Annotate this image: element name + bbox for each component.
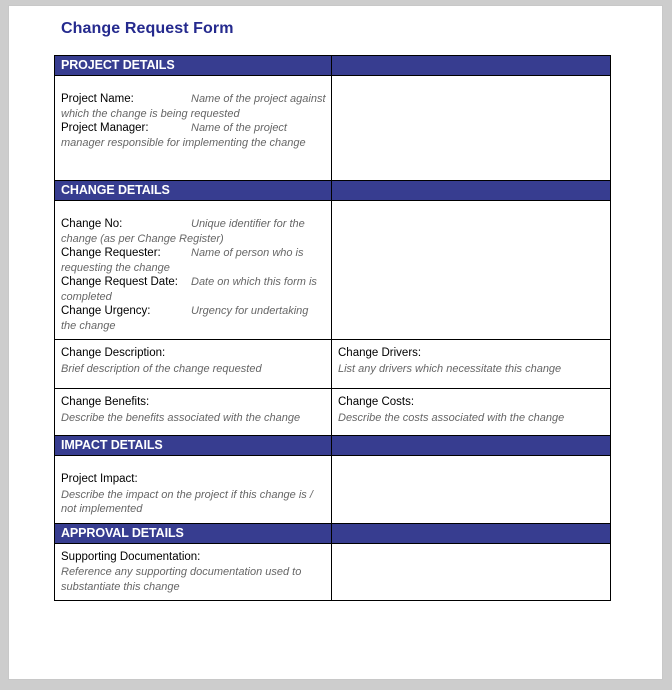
field-hint-project-name: Name of the project against which the change is being requested: [61, 93, 326, 120]
field-hint-change-no: Unique identifier for the change (as per Change Register): [61, 218, 305, 245]
section-header-row-approval-details: [55, 523, 611, 543]
section-title-impact-details: IMPACT DETAILS: [61, 438, 163, 452]
section-header-cell-impact-details: [55, 436, 332, 456]
answer-cell-project-details[interactable]: [332, 76, 611, 181]
section-title-project-details: PROJECT DETAILS: [61, 58, 175, 72]
content-row-change-details: [55, 201, 611, 340]
field-change-request-date: [61, 275, 326, 304]
field-cell-change-costs[interactable]: [332, 389, 611, 436]
section-header-row-change-details: [55, 181, 611, 201]
field-change-requester: [61, 246, 326, 275]
field-hint-project-impact: Describe the impact on the project if this change is / not implemented: [61, 488, 313, 515]
paired-row-description-drivers: [55, 340, 611, 389]
section-title-spacer-change-details: [332, 181, 610, 200]
field-hint-change-request-date: Date on which this form is completed: [61, 276, 317, 303]
section-header-cell-impact-details-right: [332, 436, 611, 456]
field-label-change-requester: Change Requester:: [61, 247, 161, 259]
field-cell-supporting-documentation[interactable]: [55, 543, 332, 601]
field-hint-change-description: Brief description of the change requested: [61, 362, 262, 375]
field-group-project-impact: [55, 456, 331, 523]
field-hint-supporting-documentation: Reference any supporting documentation used to substantiate this change: [61, 566, 302, 593]
field-group-change-benefits: [55, 389, 331, 431]
field-label-change-no: Change No:: [61, 218, 123, 230]
field-label-project-name: Project Name:: [61, 93, 134, 105]
field-cell-change-description[interactable]: [55, 340, 332, 389]
content-row-project-details: [55, 76, 611, 181]
field-group-change-description: [55, 340, 331, 382]
section-header-row-project-details: [55, 56, 611, 76]
field-cell-project-details[interactable]: [55, 76, 332, 181]
field-label-project-manager: Project Manager:: [61, 122, 149, 134]
field-hint-change-benefits: Describe the benefits associated with the change: [61, 411, 301, 424]
section-header-cell-approval-details: [55, 523, 332, 543]
field-label-change-request-date: Change Request Date:: [61, 276, 178, 288]
field-project-manager: [61, 121, 326, 150]
section-title-approval-details: APPROVAL DETAILS: [61, 525, 184, 540]
page-title: Change Request Form: [61, 20, 234, 37]
field-label-change-costs: Change Costs:: [338, 396, 415, 408]
section-header-cell-approval-details-right: [332, 523, 611, 543]
field-label-change-urgency: Change Urgency:: [61, 305, 151, 317]
section-title-spacer-approval-details: [332, 524, 610, 543]
field-cell-change-details[interactable]: [55, 201, 332, 340]
field-cell-project-impact[interactable]: [55, 456, 332, 524]
change-request-form-table: [54, 55, 611, 601]
field-hint-change-drivers: List any drivers which necessitate this change: [338, 362, 562, 375]
field-change-no: [61, 217, 326, 246]
answer-cell-impact-details[interactable]: [332, 456, 611, 524]
field-hint-change-costs: Describe the costs associated with the change: [338, 411, 565, 424]
field-cell-change-benefits[interactable]: [55, 389, 332, 436]
field-group-change-details: [55, 201, 331, 339]
field-group-supporting-documentation: [55, 544, 331, 601]
field-label-change-description: Change Description:: [61, 347, 166, 359]
answer-cell-approval-details[interactable]: [332, 543, 611, 601]
field-hint-project-manager: Name of the project manager responsible for implementing the change: [61, 122, 306, 149]
section-header-row-impact-details: [55, 436, 611, 456]
field-project-name: [61, 92, 326, 121]
content-row-approval-details: [55, 543, 611, 601]
field-label-change-benefits: Change Benefits:: [61, 396, 150, 408]
section-title-spacer-project-details: [332, 56, 610, 75]
field-label-change-drivers: Change Drivers:: [338, 347, 422, 359]
paired-row-benefits-costs: [55, 389, 611, 436]
field-label-project-impact: Project Impact:: [61, 473, 138, 485]
section-header-cell-change-details-right: [332, 181, 611, 201]
section-header-cell-project-details-right: [332, 56, 611, 76]
field-group-change-drivers: [332, 340, 610, 382]
field-label-supporting-documentation: Supporting Documentation:: [61, 550, 201, 563]
field-hint-change-urgency: Urgency for undertaking the change: [61, 305, 309, 332]
field-group-change-costs: [332, 389, 610, 431]
content-row-impact-details: [55, 456, 611, 524]
field-hint-change-requester: Name of person who is requesting the change: [61, 247, 304, 274]
section-title-change-details: CHANGE DETAILS: [61, 183, 170, 197]
section-title-spacer-impact-details: [332, 436, 610, 455]
document-page: [8, 5, 663, 680]
field-group-project-details: [55, 76, 331, 156]
field-change-urgency: [61, 304, 326, 333]
field-cell-change-drivers[interactable]: [332, 340, 611, 389]
answer-cell-change-details[interactable]: [332, 201, 611, 340]
section-header-cell-project-details: [55, 56, 332, 76]
section-header-cell-change-details: [55, 181, 332, 201]
